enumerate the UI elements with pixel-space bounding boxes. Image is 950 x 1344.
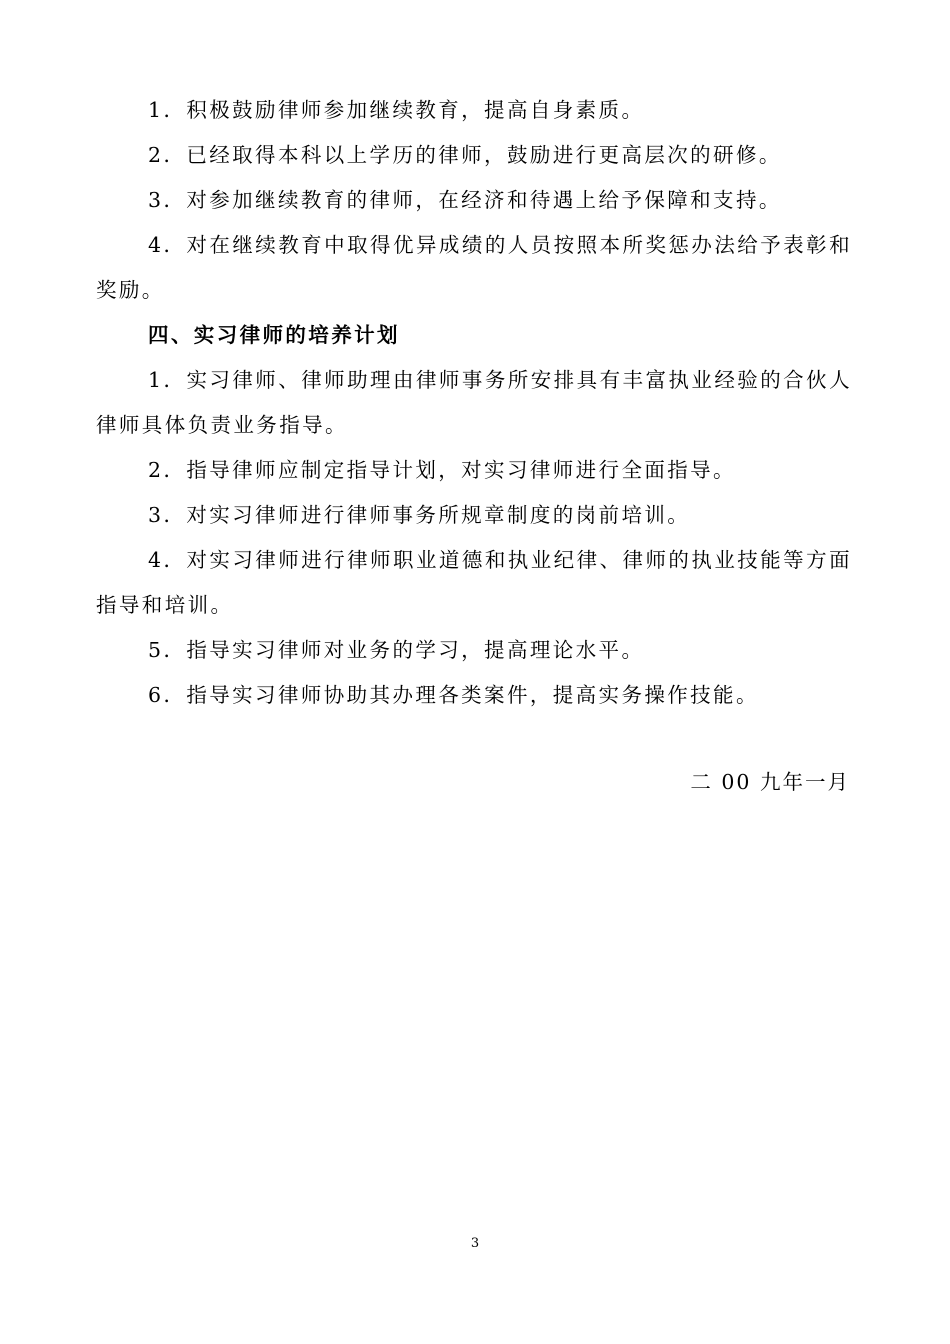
section-heading: 四、实习律师的培养计划	[148, 323, 400, 347]
paragraph-continuing-education-1: 1．积极鼓励律师参加继续教育，提高自身素质。	[148, 98, 645, 122]
document-date: 二 00 九年一月	[690, 770, 850, 794]
paragraph-intern-plan-3: 3．对实习律师进行律师事务所规章制度的岗前培训。	[148, 503, 691, 527]
paragraph-intern-plan-6: 6．指导实习律师协助其办理各类案件，提高实务操作技能。	[148, 683, 759, 707]
paragraph-intern-plan-1: 1．实习律师、律师助理由律师事务所安排具有丰富执业经验的合伙人律师具体负责业务指导。	[96, 368, 852, 437]
paragraph-continuing-education-2: 2．已经取得本科以上学历的律师，鼓励进行更高层次的研修。	[148, 143, 782, 167]
paragraph-continuing-education-3: 3．对参加继续教育的律师，在经济和待遇上给予保障和支持。	[148, 188, 782, 212]
paragraph-intern-plan-4: 4．对实习律师进行律师职业道德和执业纪律、律师的执业技能等方面指导和培训。	[96, 548, 852, 617]
paragraph-intern-plan-2: 2．指导律师应制定指导计划，对实习律师进行全面指导。	[148, 458, 736, 482]
paragraph-intern-plan-5: 5．指导实习律师对业务的学习，提高理论水平。	[148, 638, 645, 662]
page-number: 3	[470, 1236, 480, 1251]
paragraph-continuing-education-4: 4．对在继续教育中取得优异成绩的人员按照本所奖惩办法给予表彰和奖励。	[96, 233, 852, 302]
document-body	[96, 88, 852, 718]
